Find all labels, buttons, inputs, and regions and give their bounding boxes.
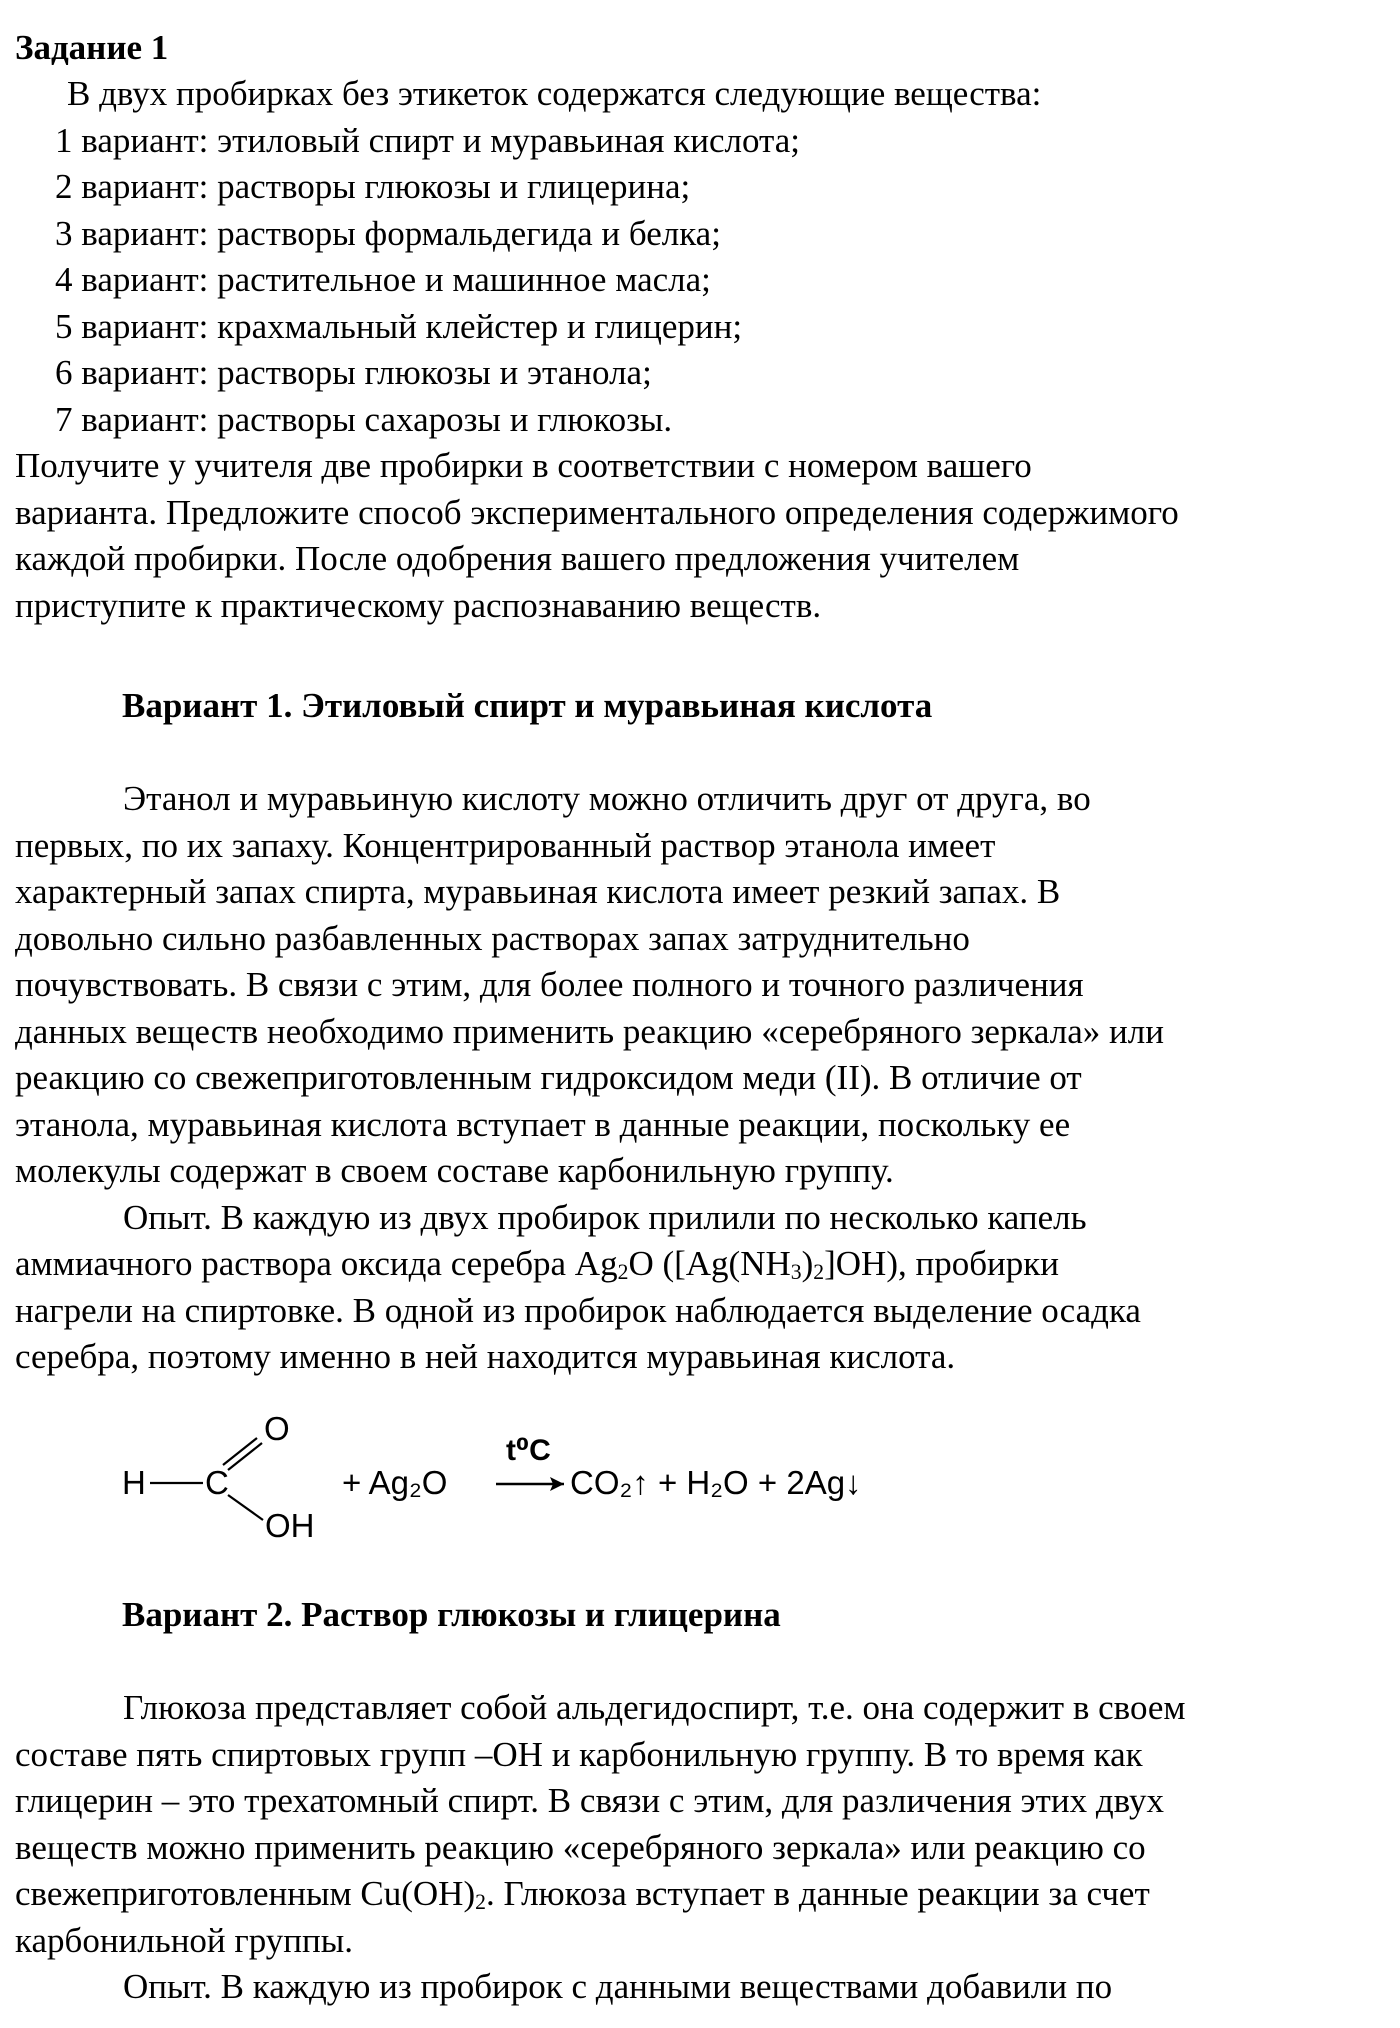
- paragraph-line: первых, по их запаху. Концентрированный раствор этанола имеет: [15, 825, 996, 865]
- reaction-condition: t⁰C: [506, 1434, 551, 1467]
- subscript: 3: [790, 1259, 802, 1284]
- variant2-paragraph: [15, 1685, 1392, 2011]
- variant-list-item: 5 вариант: крахмальный клейстер и глицерин;: [55, 306, 743, 346]
- variant-list-item: 3 вариант: растворы формальдегида и белка;: [55, 213, 721, 253]
- task-intro: В двух пробирках без этикеток содержатся следующие вещества:: [67, 74, 1042, 113]
- experiment-line: серебра, поэтому именно в ней находится муравьиная кислота.: [15, 1337, 956, 1376]
- paragraph-line: довольно сильно разбавленных растворах запах затруднительно: [15, 918, 970, 958]
- text-fragment: ): [801, 1244, 814, 1283]
- experiment-line: Опыт. В каждую из двух пробирок прилили по несколько капель: [123, 1197, 1087, 1237]
- paragraph-line: этанола, муравьиная кислота вступает в данные реакции, поскольку ее: [15, 1104, 1071, 1144]
- paragraph-line: данных веществ необходимо применить реакцию «серебряного зеркала» или: [15, 1011, 1164, 1051]
- paragraph-line: почувствовать. В связи с этим, для более полного и точного различения: [15, 965, 1084, 1004]
- subscript: 2: [617, 1259, 629, 1284]
- instructions-line: варианта. Предложите способ экспериментального определения содержимого: [15, 492, 1179, 532]
- reagent: + Ag₂O: [342, 1464, 448, 1501]
- variant2-heading: Вариант 2. Раствор глюкозы и глицерина: [122, 1595, 781, 1634]
- instructions-line: Получите у учителя две пробирки в соответствии с номером вашего: [15, 446, 1032, 485]
- task-title: Задание 1: [15, 28, 169, 67]
- variant-list-item: 1 вариант: этиловый спирт и муравьиная кислота;: [55, 120, 800, 160]
- text-fragment: . Глюкоза вступает в данные реакции за счет: [485, 1874, 1150, 1913]
- hydroxyl-group: OH: [265, 1507, 315, 1544]
- text-fragment: ]OH), пробирки: [824, 1244, 1059, 1283]
- text-fragment: O ([Ag(NH: [628, 1244, 791, 1283]
- experiment-line: [15, 1241, 1392, 1288]
- carbon-atom: C: [205, 1464, 229, 1501]
- single-bond: [228, 1495, 263, 1520]
- paragraph-line: Глюкоза представляет собой альдегидоспирт, т.е. она содержит в своем: [123, 1688, 1186, 1727]
- text-fragment: свежеприготовленным Cu(OH): [15, 1874, 476, 1913]
- task-variant-list: [15, 71, 1392, 629]
- paragraph-line: молекулы содержат в своем составе карбонильную группу.: [15, 1151, 894, 1190]
- paragraph-line: веществ можно применить реакцию «серебряного зеркала» или реакцию со: [15, 1827, 1146, 1867]
- paragraph-line: глицерин – это трехатомный спирт. В связи с этим, для различения этих двух: [15, 1781, 1164, 1820]
- experiment-line: нагрели на спиртовке. В одной из пробирок наблюдается выделение осадка: [15, 1290, 1141, 1330]
- instructions-line: каждой пробирки. После одобрения вашего предложения учителем: [15, 539, 1020, 578]
- reaction-equation: [120, 1410, 940, 1550]
- hydrogen-atom: H: [122, 1464, 146, 1501]
- paragraph-line: характерный запах спирта, муравьиная кислота имеет резкий запах. В: [15, 872, 1061, 911]
- subscript: 2: [475, 1889, 486, 1914]
- paragraph-line: составе пять спиртовых групп –ОН и карбонильную группу. В то время как: [15, 1734, 1143, 1774]
- variant1-heading: Вариант 1. Этиловый спирт и муравьиная кислота: [122, 686, 933, 725]
- paragraph-line: реакцию со свежеприготовленным гидроксидом меди (II). В отличие от: [15, 1058, 1082, 1097]
- text-fragment: аммиачного раствора оксида серебра Ag: [15, 1244, 618, 1283]
- instructions-line: приступите к практическому распознаванию веществ.: [15, 585, 822, 625]
- variant1-paragraph: [15, 776, 1392, 1381]
- paragraph-line: [15, 1871, 1392, 1918]
- paragraph-line: Этанол и муравьиную кислоту можно отличить друг от друга, во: [123, 779, 1091, 818]
- experiment-line: Опыт. В каждую из пробирок с данными веществами добавили по: [123, 1967, 1113, 2006]
- paragraph-line: карбонильной группы.: [15, 1920, 354, 1960]
- variant-list-item: 7 вариант: растворы сахарозы и глюкозы.: [55, 399, 673, 439]
- variant-list-item: 6 вариант: растворы глюкозы и этанола;: [55, 353, 652, 392]
- variant-list-item: 2 вариант: растворы глюкозы и глицерина;: [55, 167, 691, 206]
- oxygen-atom: O: [264, 1410, 290, 1447]
- reaction-products: CO₂↑ + H₂O + 2Ag↓: [570, 1464, 862, 1501]
- variant-list-item: 4 вариант: растительное и машинное масла;: [55, 260, 711, 299]
- subscript: 2: [813, 1259, 825, 1284]
